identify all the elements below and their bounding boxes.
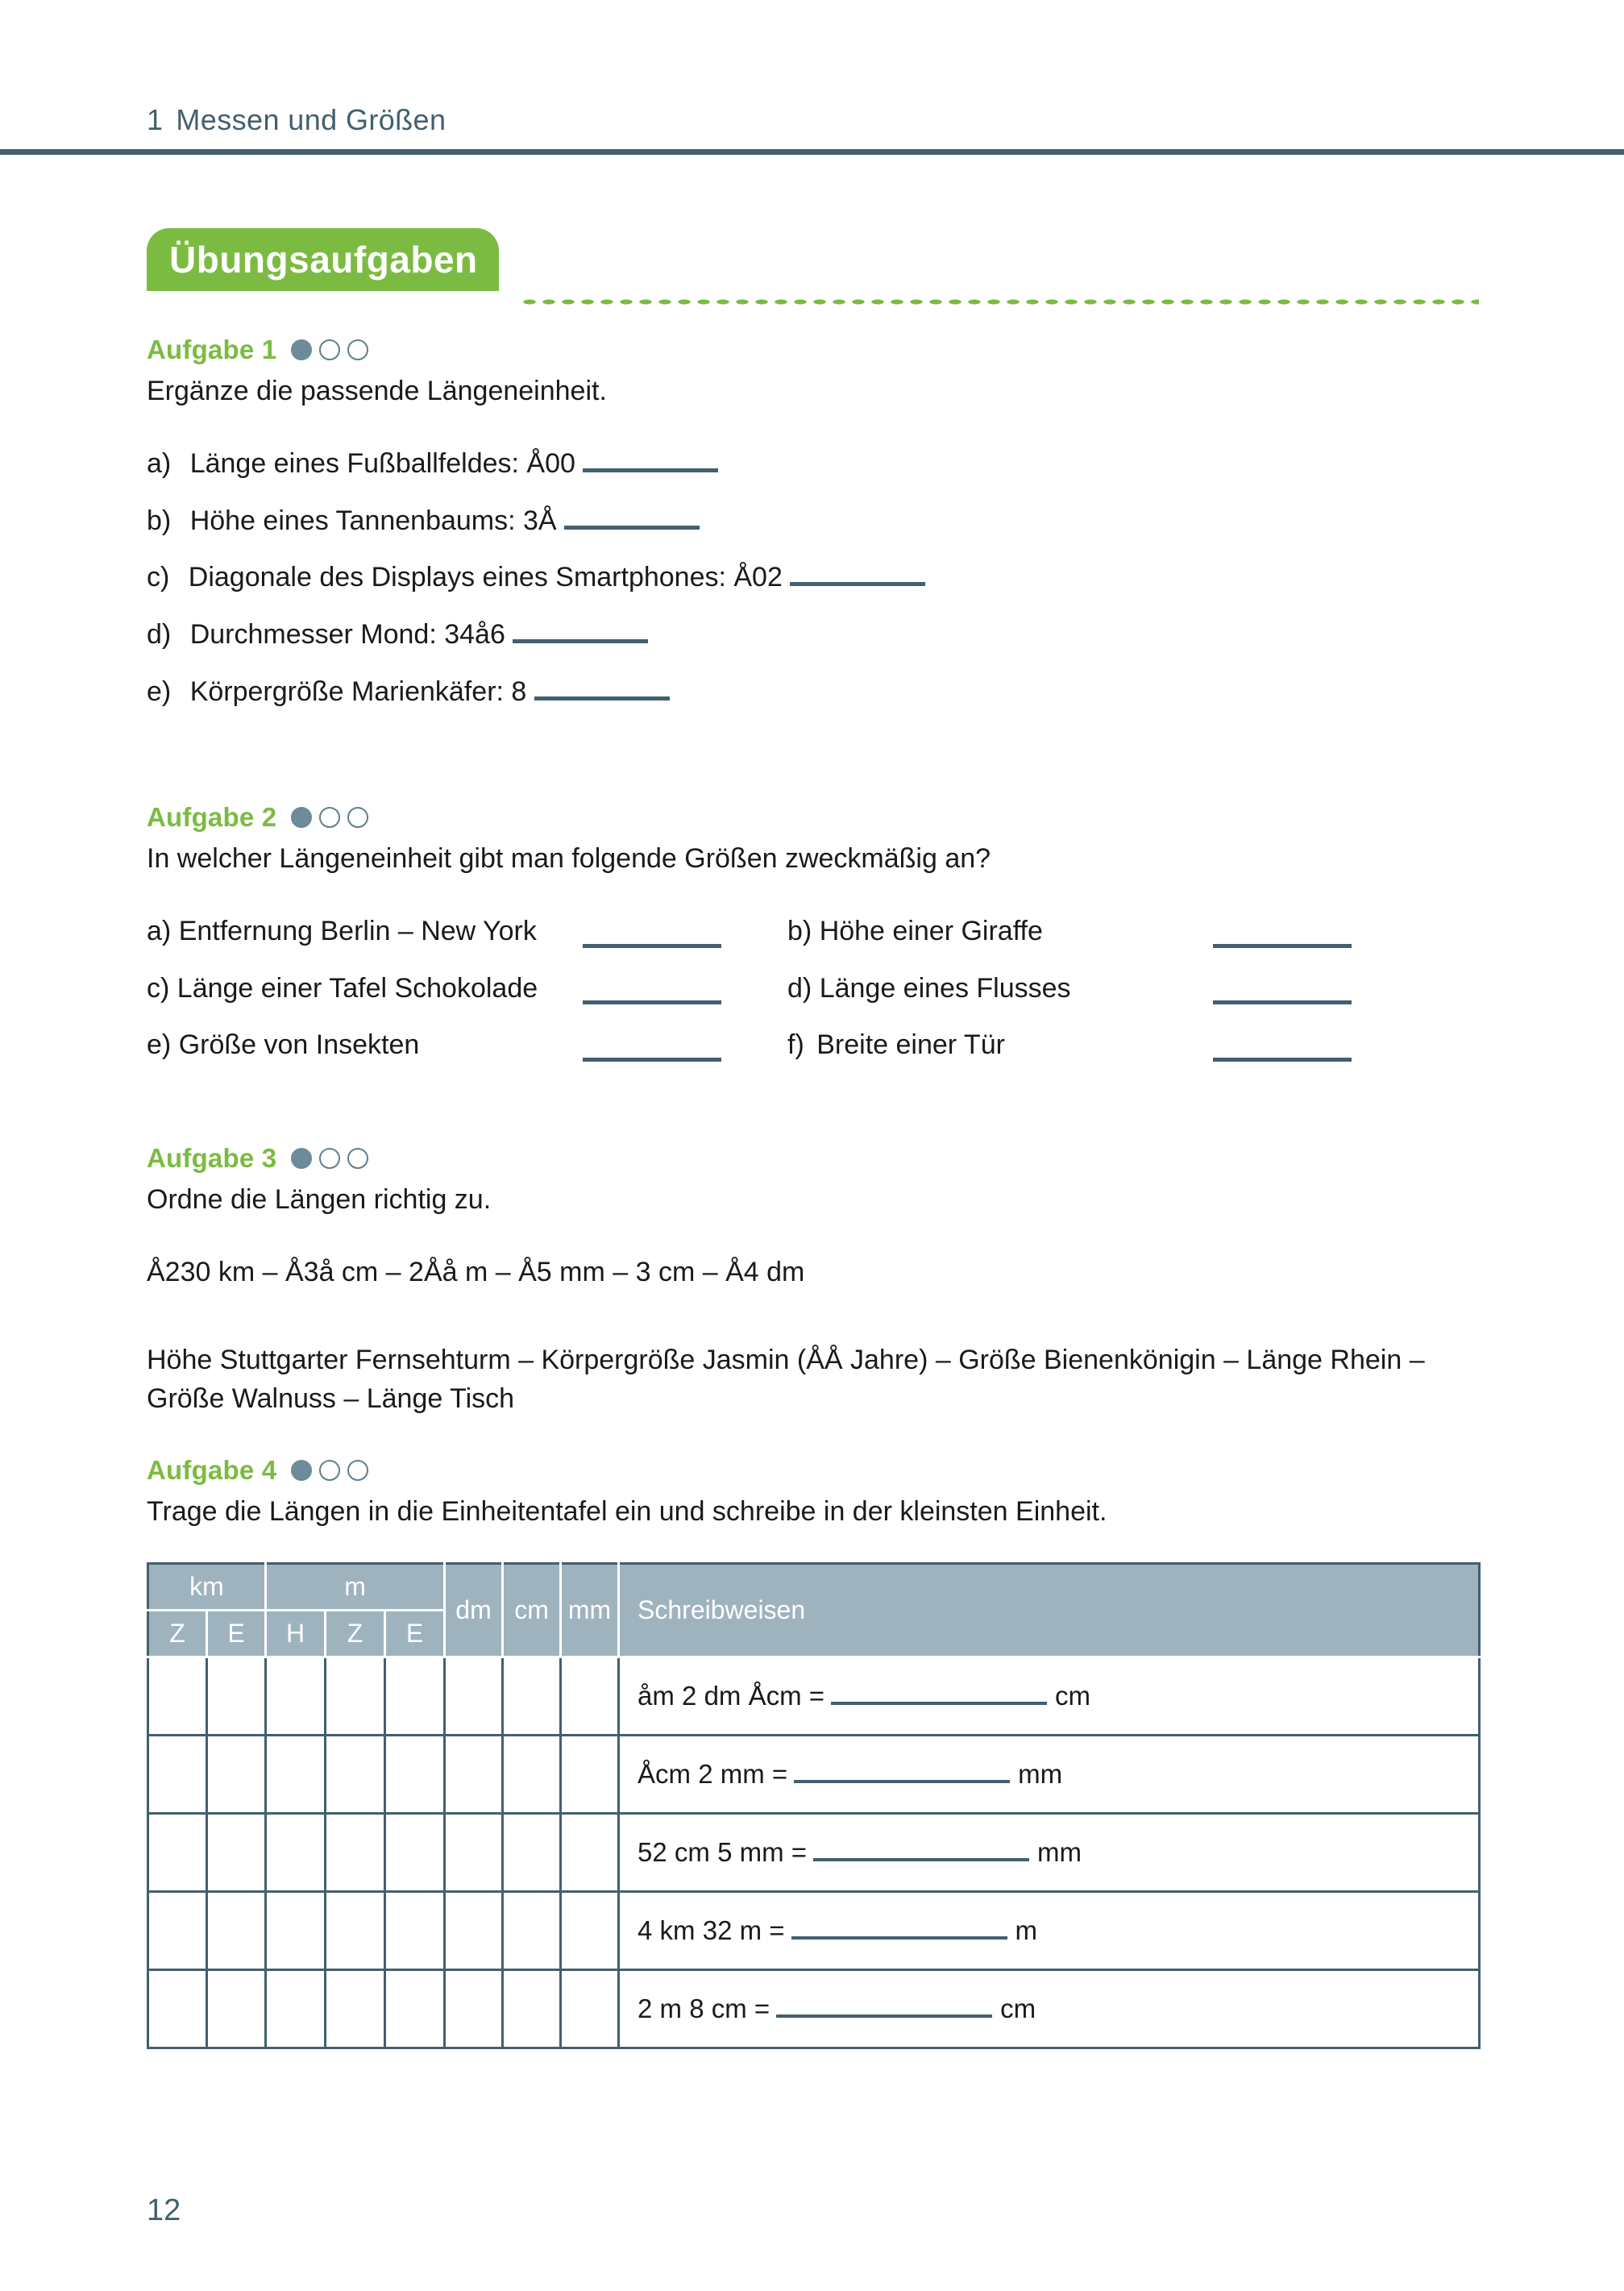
exercise-2	[147, 802, 1352, 1062]
table-header-km: km	[148, 1564, 266, 1611]
cell-mm[interactable]	[561, 1736, 619, 1814]
expression-unit: cm	[1055, 1681, 1091, 1711]
cell-km-e[interactable]	[207, 1892, 266, 1970]
item-text: Länge eines Fußballfeldes: Å00	[189, 447, 575, 479]
difficulty-dot-empty	[347, 1148, 368, 1169]
table-header-cm: cm	[503, 1564, 561, 1657]
exercise-1	[147, 335, 925, 709]
cell-m-z[interactable]	[326, 1892, 385, 1970]
section-badge	[147, 228, 499, 291]
cell-m-h[interactable]	[266, 1892, 326, 1970]
answer-blank[interactable]	[583, 1000, 721, 1004]
cell-schreibweise	[619, 1892, 1480, 1970]
item-label: c)	[147, 562, 170, 593]
answer-blank[interactable]	[1213, 1058, 1352, 1062]
table-header-mm: mm	[561, 1564, 619, 1657]
table-row	[148, 1970, 1480, 2048]
exercise-2-item-c	[147, 972, 787, 1005]
exercise-1-intro: Ergänze die passende Längeneinheit.	[147, 376, 607, 406]
cell-mm[interactable]	[561, 1814, 619, 1892]
exercise-2-item-f	[787, 1029, 1352, 1062]
cell-cm[interactable]	[503, 1657, 561, 1736]
section-dotted-rule	[520, 298, 1479, 306]
header-rule	[0, 149, 1624, 155]
exercise-3-intro: Ordne die Längen richtig zu.	[147, 1184, 492, 1215]
cell-m-h[interactable]	[266, 1970, 326, 2048]
difficulty-dot-empty	[319, 1460, 340, 1481]
exercise-2-row-3	[147, 1029, 1352, 1062]
item-text: Breite einer Tür	[816, 1029, 1005, 1061]
cell-m-h[interactable]	[266, 1814, 326, 1892]
table-row	[148, 1736, 1480, 1814]
exercise-2-row-2	[147, 972, 1352, 1005]
exercise-2-item-b	[787, 915, 1352, 948]
difficulty-dot-filled	[291, 339, 312, 360]
cell-mm[interactable]	[561, 1892, 619, 1970]
cell-km-e[interactable]	[207, 1657, 266, 1736]
item-label: d)	[787, 972, 812, 1004]
item-text: Höhe einer Giraffe	[819, 915, 1043, 946]
exercise-2-intro: In welcher Längeneinheit gibt man folgende Größen zweckmäßig an?	[147, 843, 991, 874]
table-subheader-m-h: H	[266, 1611, 326, 1657]
difficulty-dot-empty	[319, 1148, 340, 1169]
table-subheader-m-e: E	[385, 1611, 445, 1657]
expression-unit: cm	[1000, 1994, 1036, 2023]
item-label: a)	[147, 447, 172, 479]
item-label: b)	[147, 505, 172, 536]
table-group-header-row	[148, 1564, 1480, 1611]
difficulty-dot-empty	[347, 339, 368, 360]
table-row	[148, 1892, 1480, 1970]
difficulty-dot-filled	[291, 807, 312, 828]
cell-cm[interactable]	[503, 1970, 561, 2048]
difficulty-dot-empty	[319, 339, 340, 360]
exercise-3-objects: Höhe Stuttgarter Fernsehturm – Körpergröße Jasmin (ÅÅ Jahre) – Größe Bienenkönigin – Länge Rhein – Größe Walnuss – Länge Tisch	[147, 1345, 1425, 1415]
exercise-2-row-1	[147, 915, 1352, 948]
cell-dm[interactable]	[445, 1892, 503, 1970]
cell-mm[interactable]	[561, 1657, 619, 1736]
item-label: c)	[147, 972, 170, 1004]
answer-blank[interactable]	[583, 1058, 721, 1062]
answer-blank[interactable]	[1213, 1000, 1352, 1004]
cell-m-e[interactable]	[385, 1814, 445, 1892]
exercise-4-title	[147, 1455, 1107, 1486]
cell-dm[interactable]	[445, 1657, 503, 1736]
cell-km-z[interactable]	[148, 1657, 207, 1736]
answer-blank[interactable]	[794, 1780, 1010, 1783]
cell-schreibweise	[619, 1970, 1480, 2048]
table-subheader-m-z: Z	[326, 1611, 385, 1657]
cell-m-h[interactable]	[266, 1657, 326, 1736]
exercise-2-label: Aufgabe 2	[147, 802, 277, 832]
cell-dm[interactable]	[445, 1970, 503, 2048]
expression-unit: mm	[1018, 1759, 1063, 1789]
cell-m-z[interactable]	[326, 1970, 385, 2048]
section-badge-label: Übungsaufgaben	[169, 239, 478, 281]
exercise-1-item-e	[147, 676, 925, 709]
answer-blank[interactable]	[790, 582, 925, 586]
chapter-number: 1	[147, 103, 164, 136]
cell-km-z[interactable]	[148, 1892, 207, 1970]
cell-m-z[interactable]	[326, 1814, 385, 1892]
table-header-schreibweisen: Schreibweisen	[619, 1564, 1480, 1657]
answer-blank[interactable]	[583, 468, 718, 472]
exercise-1-title	[147, 335, 925, 365]
exercise-3	[147, 1143, 1485, 1419]
cell-m-e[interactable]	[385, 1736, 445, 1814]
cell-km-e[interactable]	[207, 1970, 266, 2048]
exercise-1-item-c	[147, 561, 925, 594]
cell-schreibweise	[619, 1736, 1480, 1814]
table-header-dm: dm	[445, 1564, 503, 1657]
running-head	[147, 103, 446, 137]
cell-m-h[interactable]	[266, 1736, 326, 1814]
answer-blank[interactable]	[776, 2014, 992, 2018]
table-subheader-km-e: E	[207, 1611, 266, 1657]
chapter-title: Messen und Größen	[176, 103, 446, 136]
answer-blank[interactable]	[534, 696, 670, 701]
cell-km-z[interactable]	[148, 1970, 207, 2048]
difficulty-indicator-3	[291, 1148, 368, 1169]
answer-blank[interactable]	[1213, 944, 1352, 948]
difficulty-indicator-1	[291, 339, 368, 360]
cell-km-z[interactable]	[148, 1814, 207, 1892]
exercise-4-label: Aufgabe 4	[147, 1455, 277, 1485]
difficulty-dot-filled	[291, 1460, 312, 1481]
expression-text: Åcm 2 mm =	[638, 1759, 788, 1789]
item-label: b)	[787, 915, 812, 946]
exercise-1-item-b	[147, 505, 925, 538]
cell-dm[interactable]	[445, 1736, 503, 1814]
exercise-4	[147, 1455, 1107, 1531]
expression-text: åm 2 dm Åcm =	[638, 1681, 825, 1711]
difficulty-indicator-2	[291, 807, 368, 828]
exercise-3-lengths: Å230 km – Å3å cm – 2Åå m – Å5 mm – 3 cm – Å4 dm	[147, 1256, 805, 1287]
cell-m-e[interactable]	[385, 1657, 445, 1736]
item-text: Durchmesser Mond: 34å6	[189, 619, 505, 651]
difficulty-dot-empty	[347, 807, 368, 828]
expression-unit: mm	[1037, 1837, 1082, 1867]
cell-km-z[interactable]	[148, 1736, 207, 1814]
cell-dm[interactable]	[445, 1814, 503, 1892]
item-label: a)	[147, 915, 172, 946]
exercise-1-item-d	[147, 618, 925, 651]
unit-table-wrapper	[147, 1562, 1478, 2049]
exercise-1-item-a	[147, 447, 925, 480]
cell-m-e[interactable]	[385, 1892, 445, 1970]
cell-km-e[interactable]	[207, 1736, 266, 1814]
expression-text: 52 cm 5 mm =	[638, 1837, 808, 1867]
expression-text: 2 m 8 cm =	[638, 1994, 770, 2023]
exercise-2-item-d	[787, 972, 1352, 1005]
item-label: d)	[147, 619, 172, 651]
difficulty-dot-empty	[319, 807, 340, 828]
difficulty-dot-filled	[291, 1148, 312, 1169]
cell-cm[interactable]	[503, 1736, 561, 1814]
exercise-2-item-a	[147, 915, 787, 948]
cell-km-e[interactable]	[207, 1814, 266, 1892]
table-row	[148, 1657, 1480, 1736]
cell-m-z[interactable]	[326, 1736, 385, 1814]
item-label: e)	[147, 1029, 172, 1061]
item-text: Höhe eines Tannenbaums: 3Å	[189, 505, 557, 536]
cell-cm[interactable]	[503, 1814, 561, 1892]
item-text: Länge einer Tafel Schokolade	[177, 972, 538, 1004]
exercise-2-item-e	[147, 1029, 787, 1062]
cell-m-e[interactable]	[385, 1970, 445, 2048]
unit-table	[147, 1562, 1481, 2049]
difficulty-dot-empty	[347, 1460, 368, 1481]
item-text: Größe von Insekten	[178, 1029, 420, 1061]
cell-mm[interactable]	[561, 1970, 619, 2048]
answer-blank[interactable]	[513, 639, 648, 643]
table-header-m: m	[266, 1564, 445, 1611]
exercise-2-title	[147, 802, 1352, 833]
table-row	[148, 1814, 1480, 1892]
answer-blank[interactable]	[831, 1702, 1047, 1705]
item-text: Körpergröße Marienkäfer: 8	[189, 676, 527, 708]
cell-schreibweise	[619, 1814, 1480, 1892]
answer-blank[interactable]	[583, 944, 721, 948]
item-text: Entfernung Berlin – New York	[178, 915, 537, 946]
expression-text: 4 km 32 m =	[638, 1915, 785, 1945]
exercise-3-label: Aufgabe 3	[147, 1143, 277, 1173]
item-text: Diagonale des Displays eines Smartphones: Å02	[188, 562, 783, 593]
expression-unit: m	[1015, 1915, 1038, 1945]
exercise-3-title	[147, 1143, 1485, 1174]
item-label: f)	[787, 1029, 804, 1061]
answer-blank[interactable]	[564, 526, 700, 530]
exercise-1-label: Aufgabe 1	[147, 335, 277, 364]
item-label: e)	[147, 676, 172, 708]
exercise-4-intro: Trage die Längen in die Einheitentafel ein und schreibe in der kleinsten Einheit.	[147, 1496, 1107, 1527]
answer-blank[interactable]	[813, 1858, 1029, 1861]
answer-blank[interactable]	[791, 1936, 1007, 1940]
difficulty-indicator-4	[291, 1460, 368, 1481]
cell-schreibweise	[619, 1657, 1480, 1736]
cell-m-z[interactable]	[326, 1657, 385, 1736]
item-text: Länge eines Flusses	[819, 972, 1071, 1004]
page-number: 12	[147, 2193, 181, 2227]
table-subheader-km-z: Z	[148, 1611, 207, 1657]
cell-cm[interactable]	[503, 1892, 561, 1970]
